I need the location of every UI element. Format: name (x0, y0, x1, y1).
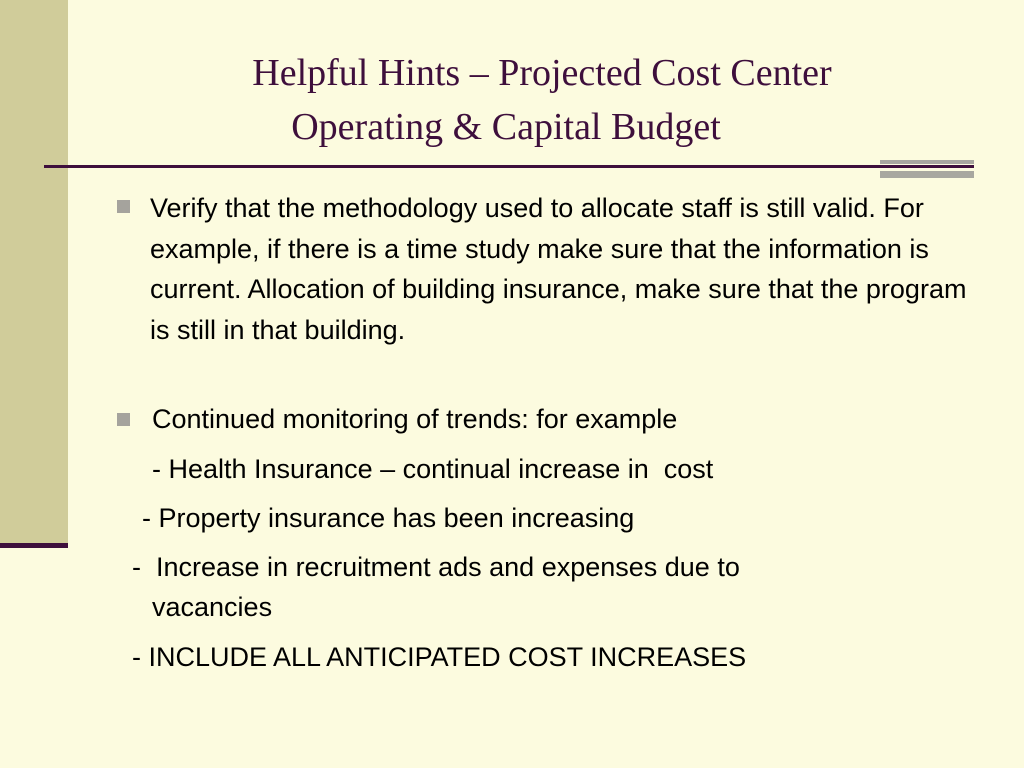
bullet-square-icon (117, 200, 130, 213)
title-rule (44, 165, 974, 168)
title-rule-grey-top (880, 160, 974, 164)
sub-item-recruitment-continued: vacancies (152, 592, 273, 622)
title-rule-grey-bottom (880, 171, 974, 178)
slide-title (72, 46, 1012, 154)
left-decorative-band (0, 0, 68, 548)
left-band-accent-bar (0, 543, 68, 548)
sub-item-health-insurance: - Health Insurance – continual increase in cost (152, 454, 714, 484)
title-line-2: Operating & Capital Budget (291, 106, 721, 148)
title-line-1: Helpful Hints – Projected Cost Center (252, 52, 832, 94)
bullet-item-monitoring: Continued monitoring of trends: for example (152, 404, 678, 434)
bullet-item-methodology: Verify that the methodology used to allocate staff is still valid. For example, if there is a time study make sure that the information is current. Allocation of building insurance, make sure that the program is still in that building. (150, 193, 967, 345)
bullet-square-icon (117, 413, 130, 426)
sub-item-recruitment: - Increase in recruitment ads and expenses due to (132, 552, 740, 582)
sub-item-include-all: - INCLUDE ALL ANTICIPATED COST INCREASES (132, 642, 747, 672)
sub-item-property-insurance: - Property insurance has been increasing (142, 503, 635, 533)
